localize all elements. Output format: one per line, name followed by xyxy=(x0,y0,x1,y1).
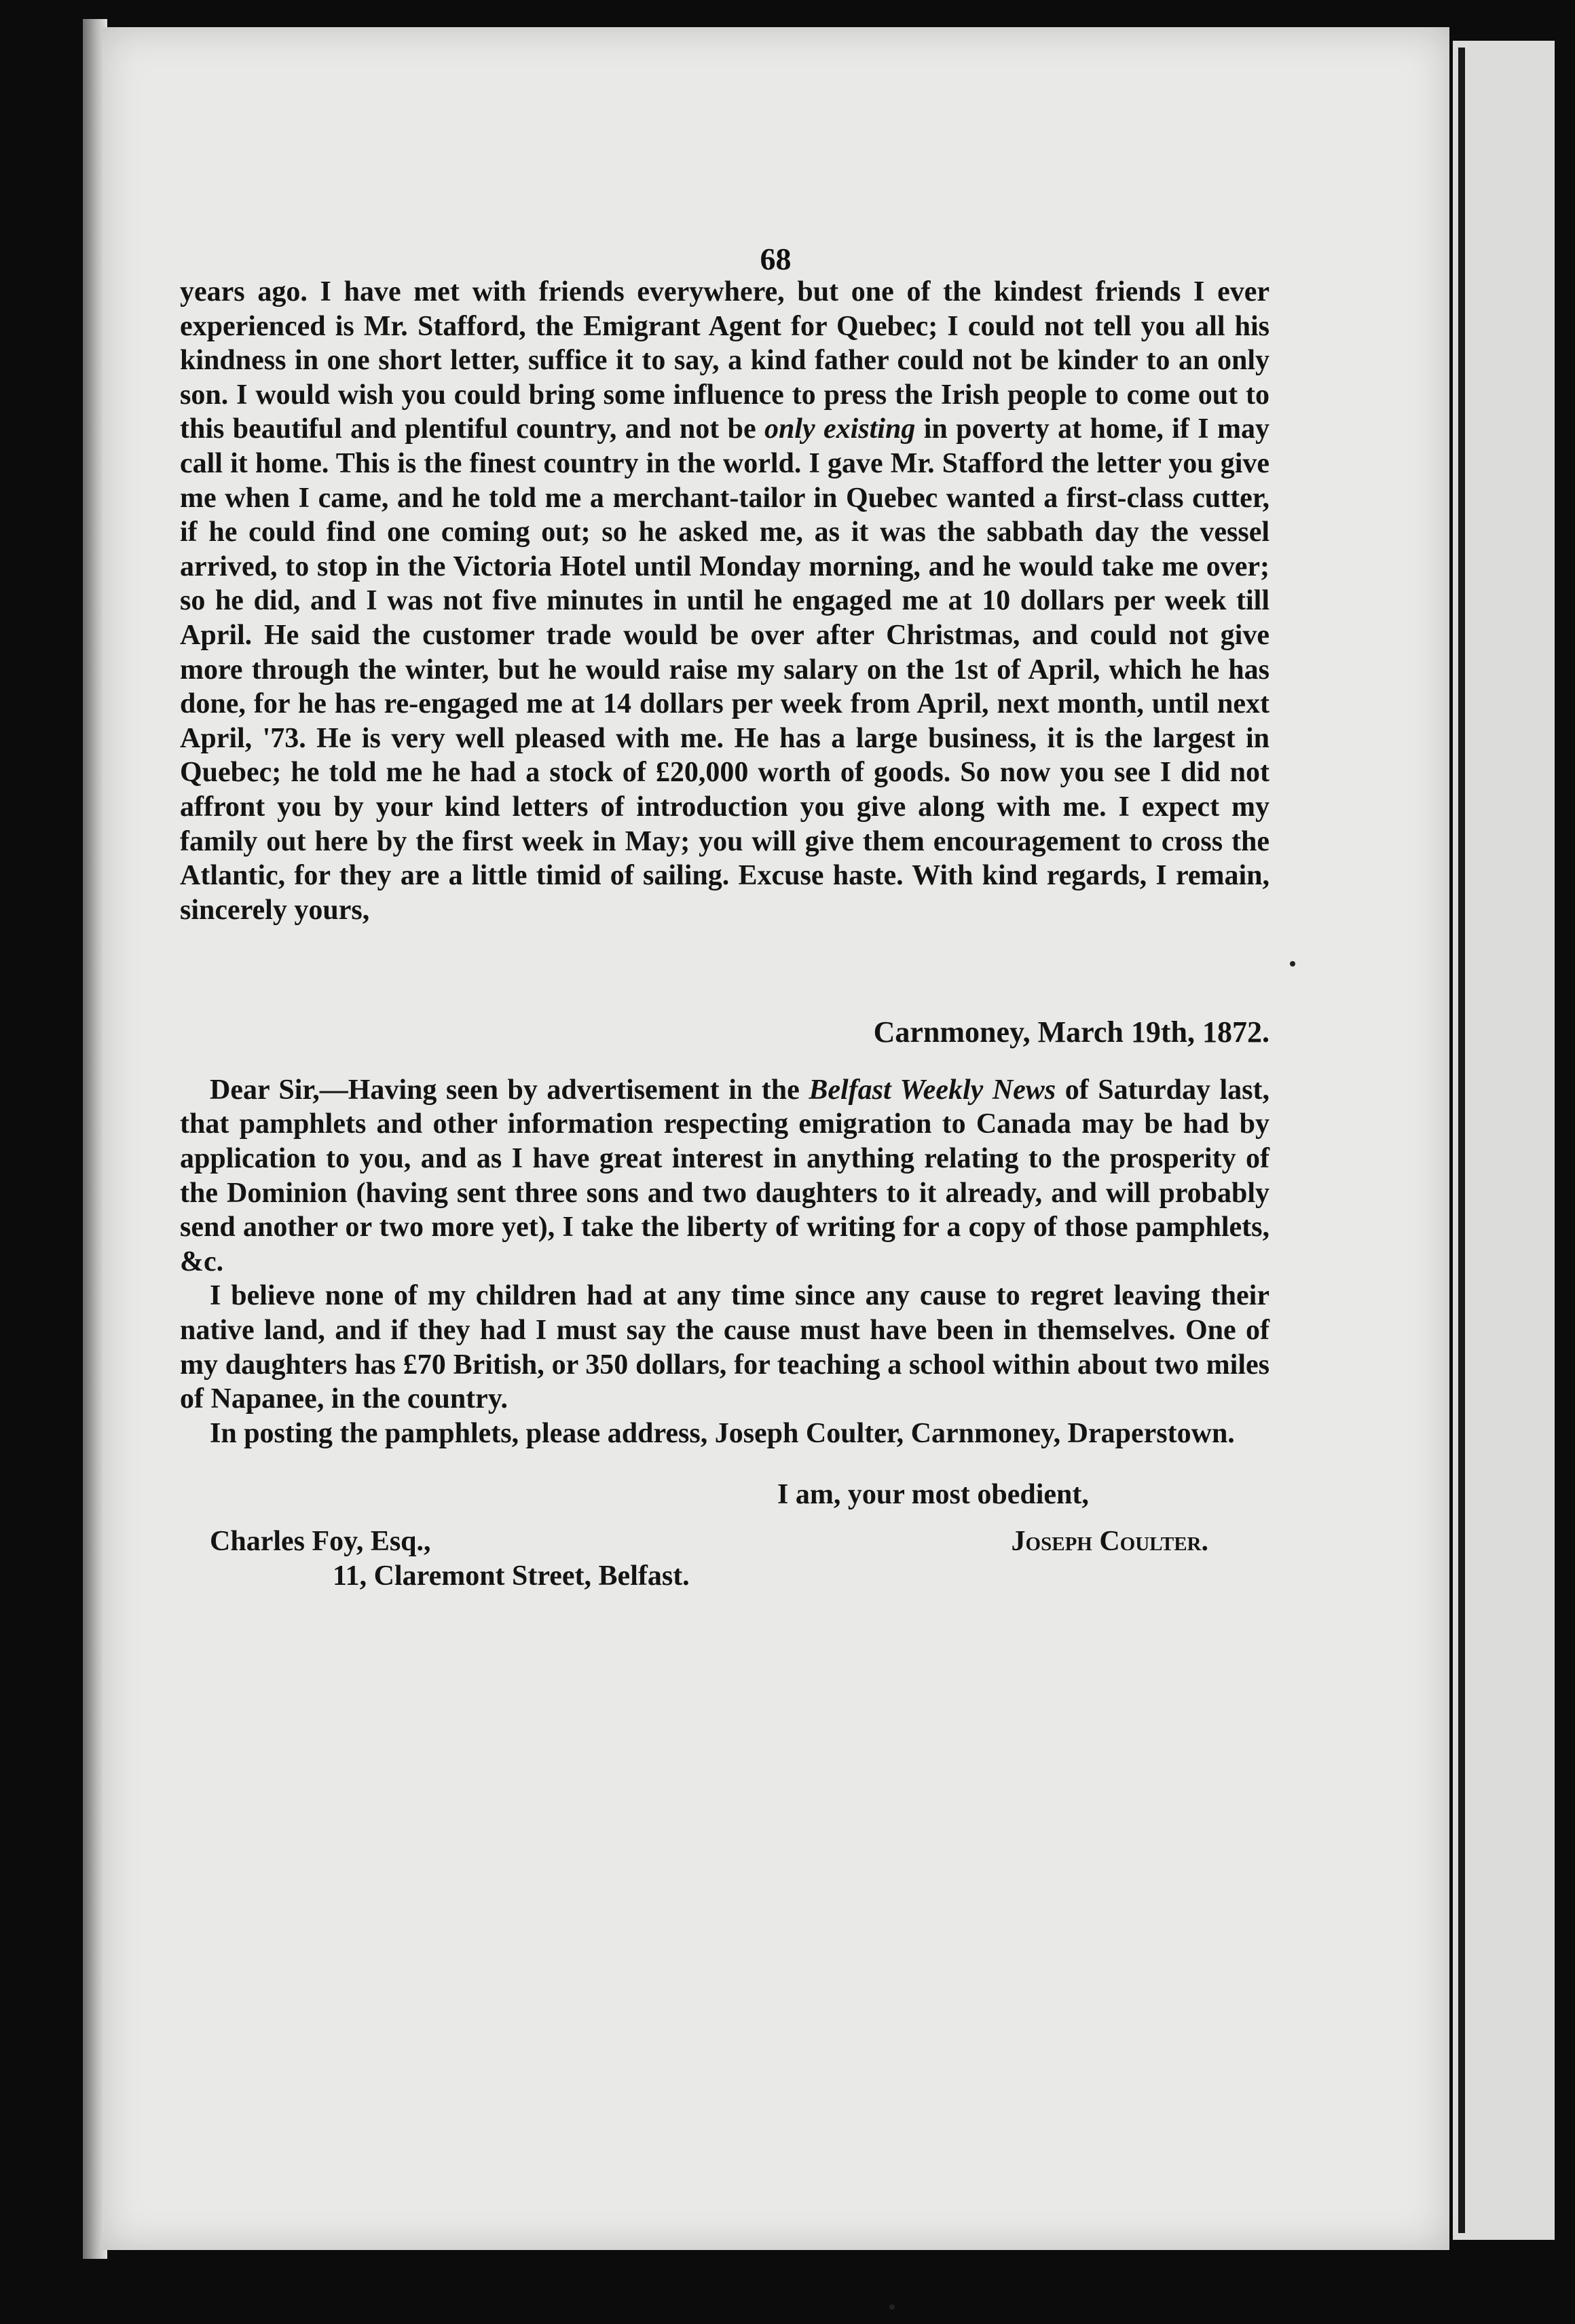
text-line: out; so he asked me, as it was the sabbath day the vessel arrived, xyxy=(180,517,1270,582)
text-line: letter you give me when I came, and he told me a merchant-tailor xyxy=(180,447,1270,514)
text-line: This is the finest country in the world. I gave Mr. Stafford the xyxy=(335,447,1090,479)
recipient-address: 11, Claremont Street, Belfast. xyxy=(333,1560,690,1592)
emphasis-text: only existing xyxy=(764,413,916,445)
text-line: in Quebec wanted a first-class cutter, if he could find one coming xyxy=(180,482,1270,548)
text-run: of Saturday last, that pamphlets and other information respecting emigration to Canada may be had by application to you, and as I have great interest in anything relating to the prosperity of the Dominion (having sent three sons and two daughters to it already, and will probably send another or two more yet), I take the liberty of writing for a copy of those pamphlets, &c. xyxy=(180,1074,1270,1277)
text-line: here by the first week in May; you will give them encouragement xyxy=(314,825,1121,857)
text-line: short letter, suffice it to say, a kind father could not be kinder to xyxy=(378,345,1170,377)
text-line: of introduction you give along with me. I expect my family out xyxy=(180,791,1270,857)
speck xyxy=(889,2304,895,2310)
text-line: haste. With kind regards, I remain, sincerely yours, xyxy=(180,860,1270,926)
text-line: April, which he has done, for he has re-engaged me at 14 dollars xyxy=(180,654,1270,720)
text-line: largest in Quebec; he told me he had a stock of £20,000 worth of xyxy=(180,722,1270,789)
text-line: years ago. I have met with friends everywhere, but one of the xyxy=(180,276,982,307)
gutter-shadow xyxy=(1458,48,1465,2233)
text-line: the Irish people to come out to this beautiful and plentiful country, xyxy=(180,379,1270,445)
text-line: in poverty at home, if I may call it home. xyxy=(180,413,1270,479)
text-line: to cross the Atlantic, for they are a little timid of sailing. Excuse xyxy=(180,825,1270,892)
text-run: Dear Sir,—Having seen by advertisement in the xyxy=(210,1074,809,1106)
newspaper-title: Belfast Weekly News xyxy=(809,1074,1056,1106)
letter-closing: I am, your most obedient, xyxy=(777,1479,1089,1511)
signature-row xyxy=(180,1524,1270,1559)
letter-date: Carnmoney, March 19th, 1872. xyxy=(873,1015,1270,1049)
signature-name: Joseph Coulter. xyxy=(1011,1526,1208,1557)
page-text xyxy=(180,275,1270,1593)
text-line: goods. So now you see I did not affront you by your kind letters xyxy=(180,757,1270,823)
text-line: engaged me at 10 dollars per week till April. He said the customer xyxy=(180,585,1270,651)
text-line: to stop in the Victoria Hotel until Monday morning, and he would xyxy=(285,550,1094,582)
letter-paragraph-1 xyxy=(180,1073,1270,1279)
text-line: and not be xyxy=(625,413,764,445)
text-line: very well pleased with me. He has a large business, it is the xyxy=(391,722,1143,754)
facing-page-edge xyxy=(1453,41,1555,2240)
text-line: through the winter, but he would raise my salary on the 1st of xyxy=(251,654,1021,686)
letter-continued-paragraph xyxy=(180,275,1270,927)
text-line: take me over; so he did, and I was not five minutes in until he xyxy=(180,550,1270,617)
letter-paragraph-2: I believe none of my children had at any time since any cause to regret leaving their native land, and if they had I must say the cause must have been in themselves. One of my daughters has £70 British, or 350 dollars, for teaching a school within about two miles of Napanee, in the country. xyxy=(180,1280,1270,1415)
letter-paragraph-3: In posting the pamphlets, please address, Joseph Coulter, Carnmoney, Draperstown. xyxy=(210,1417,1235,1449)
text-line: kindest friends I ever experienced is Mr. Stafford, the Emigrant xyxy=(180,276,1270,342)
text-line: an only son. I would wish you could bring some influence to press xyxy=(180,345,1270,411)
recipient-name: Charles Foy, Esq., xyxy=(210,1526,431,1557)
text-line: Agent for Quebec; I could not tell you all his kindness in one xyxy=(180,310,1270,377)
page-number: 68 xyxy=(760,242,792,276)
text-line: trade would be over after Christmas, and could not give more xyxy=(180,619,1270,686)
speck xyxy=(1290,961,1295,967)
text-line: per week from April, next month, until next April, '73. He is xyxy=(180,688,1270,754)
